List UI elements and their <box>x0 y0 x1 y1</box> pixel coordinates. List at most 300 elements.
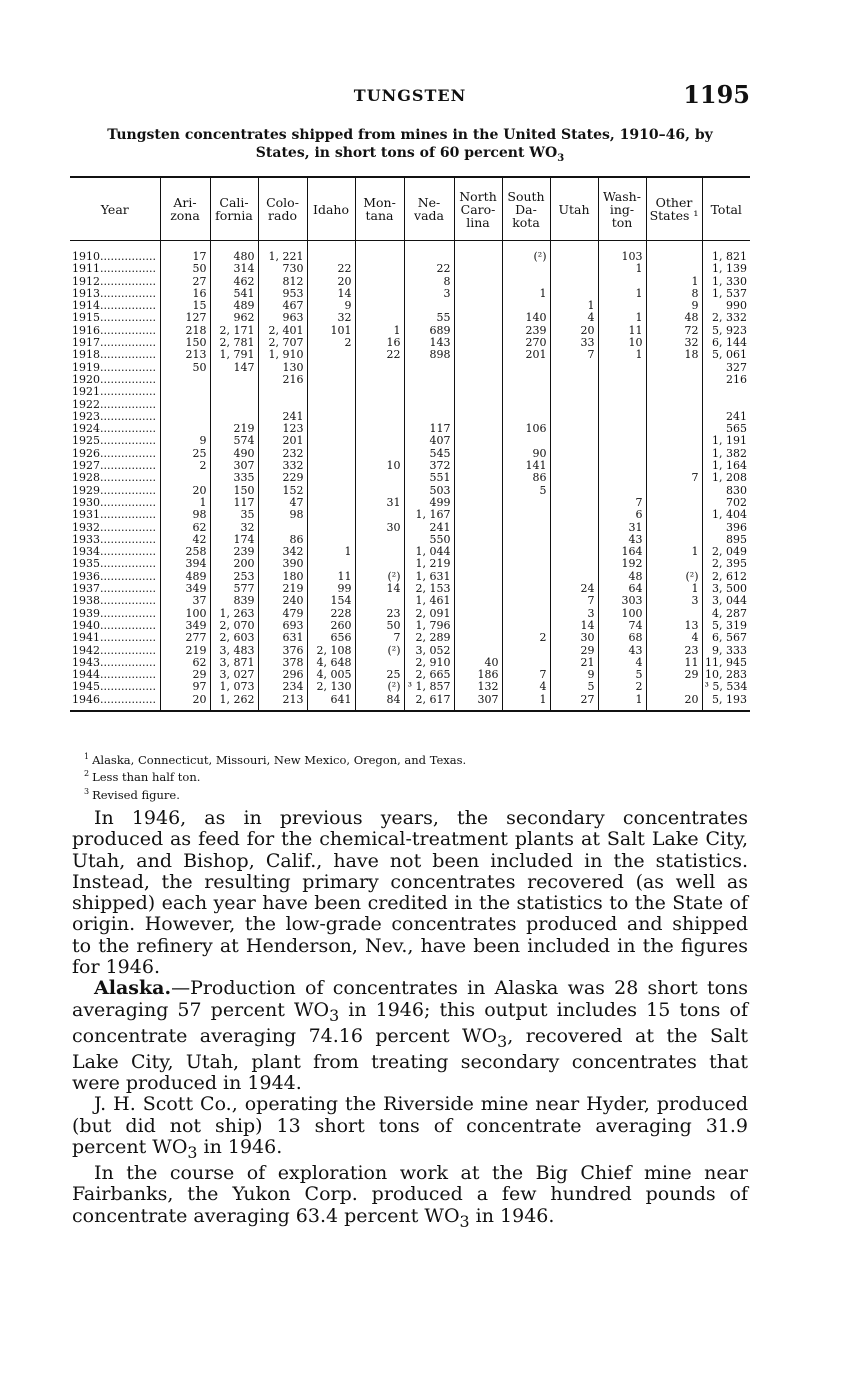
table-cell: 1, 167 <box>404 509 454 521</box>
table-row <box>70 276 750 288</box>
table-cell: 16 <box>160 288 210 300</box>
table-cell <box>454 595 502 607</box>
table-cell <box>598 411 646 423</box>
table-cell: 2, 612 <box>702 571 750 583</box>
table-cell <box>502 300 550 312</box>
shipments-table <box>70 176 750 712</box>
table-cell <box>598 374 646 386</box>
table-cell <box>454 472 502 484</box>
table-cell <box>646 497 702 509</box>
table-cell <box>454 411 502 423</box>
table-cell <box>160 399 210 411</box>
table-cell <box>307 497 355 509</box>
table-cell: 1, 219 <box>404 558 454 570</box>
table-cell: 1, 537 <box>702 288 750 300</box>
table-cell: 2 <box>307 337 355 349</box>
table-cell <box>355 435 404 447</box>
table-cell: 17 <box>160 241 210 264</box>
table-cell: 1 <box>160 497 210 509</box>
table-cell <box>550 546 598 558</box>
table-cell: 48 <box>646 312 702 324</box>
table-cell <box>598 399 646 411</box>
table-cell: 11 <box>307 571 355 583</box>
table-cell <box>502 645 550 657</box>
table-cell <box>454 632 502 644</box>
table-cell: 154 <box>307 595 355 607</box>
year-cell: 1921................ <box>72 386 156 399</box>
table-cell: 174 <box>210 534 258 546</box>
table-cell <box>502 374 550 386</box>
table-row <box>70 681 750 693</box>
table-cell <box>502 583 550 595</box>
table-cell: 3 <box>404 288 454 300</box>
table-cell <box>646 534 702 546</box>
table-cell: 130 <box>258 362 307 374</box>
table-cell: 1 <box>598 288 646 300</box>
table-cell <box>307 241 355 264</box>
table-cell: 164 <box>598 546 646 558</box>
table-cell <box>646 558 702 570</box>
table-cell: 390 <box>258 558 307 570</box>
table-cell: 6 <box>598 509 646 521</box>
table-cell: 4, 005 <box>307 669 355 681</box>
table-cell: 228 <box>307 608 355 620</box>
table-row <box>70 571 750 583</box>
table-cell: 241 <box>404 522 454 534</box>
table-cell <box>646 509 702 521</box>
table-cell <box>550 522 598 534</box>
table-cell: 574 <box>210 435 258 447</box>
page-number: 1195 <box>683 80 750 109</box>
table-cell: 50 <box>160 263 210 275</box>
table-cell <box>307 448 355 460</box>
table-cell: 3, 044 <box>702 595 750 607</box>
table-cell: 140 <box>502 312 550 324</box>
table-cell <box>454 571 502 583</box>
table-cell: 25 <box>355 669 404 681</box>
table-cell <box>454 583 502 595</box>
table-cell <box>454 263 502 275</box>
table-cell: 962 <box>210 312 258 324</box>
table-cell: 1 <box>598 694 646 711</box>
table-cell <box>702 386 750 398</box>
table-cell: 277 <box>160 632 210 644</box>
table-cell: 541 <box>210 288 258 300</box>
table-row <box>70 325 750 337</box>
table-cell: 656 <box>307 632 355 644</box>
year-cell: 1937................ <box>72 583 156 596</box>
table-cell: 303 <box>598 595 646 607</box>
table-cell: 219 <box>210 423 258 435</box>
table-cell: 25 <box>160 448 210 460</box>
table-cell: 2, 781 <box>210 337 258 349</box>
table-cell: 21 <box>550 657 598 669</box>
table-row <box>70 300 750 312</box>
table-cell: 1, 791 <box>210 349 258 361</box>
table-cell <box>454 349 502 361</box>
table-cell <box>502 435 550 447</box>
table-cell <box>646 362 702 374</box>
table-cell: 2, 603 <box>210 632 258 644</box>
table-cell: 43 <box>598 534 646 546</box>
table-cell: 20 <box>160 694 210 711</box>
table-cell <box>355 288 404 300</box>
table-cell: 730 <box>258 263 307 275</box>
table-cell: 8 <box>404 276 454 288</box>
table-row <box>70 263 750 275</box>
table-cell <box>598 435 646 447</box>
table-cell: 20 <box>160 485 210 497</box>
table-cell: 216 <box>258 374 307 386</box>
table-cell: 40 <box>454 657 502 669</box>
table-cell <box>210 374 258 386</box>
table-cell <box>404 399 454 411</box>
table-cell <box>258 399 307 411</box>
table-row <box>70 411 750 423</box>
table-cell: 693 <box>258 620 307 632</box>
table-cell <box>355 485 404 497</box>
table-cell: 5, 061 <box>702 349 750 361</box>
year-cell: 1911................ <box>72 263 156 276</box>
table-row <box>70 546 750 558</box>
table-row <box>70 497 750 509</box>
table-cell <box>454 497 502 509</box>
table-cell: 5, 193 <box>702 694 750 711</box>
table-cell: 29 <box>160 669 210 681</box>
table-cell: 3, 483 <box>210 645 258 657</box>
table-cell: 216 <box>702 374 750 386</box>
table-cell: 631 <box>258 632 307 644</box>
table-row <box>70 472 750 484</box>
table-cell <box>355 374 404 386</box>
table-cell <box>454 620 502 632</box>
table-cell: 2, 130 <box>307 681 355 693</box>
table-cell <box>550 386 598 398</box>
table-cell: 396 <box>702 522 750 534</box>
table-cell: 1, 382 <box>702 448 750 460</box>
table-cell <box>210 399 258 411</box>
table-cell: 990 <box>702 300 750 312</box>
paragraph-big-chief: In the course of exploration work at the Big Chief mine near Fairbanks, the Yukon Corp. produced a few hundred pounds of concentrate averaging 63.4 percent $WO_3$ in 1946. <box>72 1162 748 1231</box>
table-cell: 42 <box>160 534 210 546</box>
year-cell: 1935................ <box>72 558 156 571</box>
table-cell <box>502 509 550 521</box>
table-cell <box>454 485 502 497</box>
table-cell <box>502 263 550 275</box>
table-cell: 100 <box>160 608 210 620</box>
table-cell <box>550 423 598 435</box>
table-cell <box>307 558 355 570</box>
table-row <box>70 583 750 595</box>
table-cell: 489 <box>160 571 210 583</box>
table-cell: 213 <box>258 694 307 711</box>
table-cell: 349 <box>160 620 210 632</box>
table-cell: 50 <box>160 362 210 374</box>
table-cell: 29 <box>646 669 702 681</box>
table-cell <box>355 595 404 607</box>
table-cell: 479 <box>258 608 307 620</box>
table-cell <box>210 411 258 423</box>
table-cell: 1, 221 <box>258 241 307 264</box>
table-cell: 376 <box>258 645 307 657</box>
table-cell: 62 <box>160 657 210 669</box>
table-cell <box>550 497 598 509</box>
table-cell: 1 <box>502 694 550 711</box>
year-cell: 1936................ <box>72 570 156 583</box>
column-header: Colo- rado <box>258 177 307 241</box>
table-cell: 7 <box>646 472 702 484</box>
table-cell: 5, 319 <box>702 620 750 632</box>
column-header: Ne- vada <box>404 177 454 241</box>
table-row <box>70 460 750 472</box>
table-cell: 953 <box>258 288 307 300</box>
table-cell: 5, 923 <box>702 325 750 337</box>
table-title <box>70 126 750 168</box>
table-cell: 55 <box>404 312 454 324</box>
table-cell: 232 <box>258 448 307 460</box>
table-cell <box>307 534 355 546</box>
year-cell: 1922................ <box>72 398 156 411</box>
year-cell: 1927................ <box>72 460 156 473</box>
table-cell: 480 <box>210 241 258 264</box>
table-cell: 23 <box>355 608 404 620</box>
table-cell: 37 <box>160 595 210 607</box>
table-cell: 253 <box>210 571 258 583</box>
table-cell <box>307 522 355 534</box>
year-cell: 1939................ <box>72 607 156 620</box>
table-cell: 219 <box>160 645 210 657</box>
table-cell: 1 <box>598 349 646 361</box>
table-cell: 258 <box>160 546 210 558</box>
table-cell <box>355 399 404 411</box>
table-cell: 1 <box>307 546 355 558</box>
table-cell <box>160 423 210 435</box>
table-cell <box>646 263 702 275</box>
table-cell <box>646 681 702 693</box>
table-cell <box>355 448 404 460</box>
table-cell: 27 <box>550 694 598 711</box>
table-cell <box>454 276 502 288</box>
table-cell <box>404 300 454 312</box>
table-cell <box>454 312 502 324</box>
table-cell: 5 <box>550 681 598 693</box>
table-cell: 14 <box>307 288 355 300</box>
footnote-1: $^1$ Alaska, Connecticut, Missouri, New Mexico, Oregon, and Texas. <box>84 752 467 767</box>
table-cell: ³ 1, 857 <box>404 681 454 693</box>
table-cell <box>355 657 404 669</box>
table-cell <box>646 423 702 435</box>
table-cell <box>502 620 550 632</box>
table-cell: 84 <box>355 694 404 711</box>
table-cell: 314 <box>210 263 258 275</box>
table-cell: (²) <box>355 645 404 657</box>
table-cell: 1, 073 <box>210 681 258 693</box>
table-cell: 1, 263 <box>210 608 258 620</box>
table-cell <box>454 300 502 312</box>
table-cell: 201 <box>258 435 307 447</box>
table-cell <box>646 399 702 411</box>
table-cell <box>502 534 550 546</box>
table-cell: 18 <box>646 349 702 361</box>
table-cell: 218 <box>160 325 210 337</box>
table-cell: 132 <box>454 681 502 693</box>
table-cell <box>550 263 598 275</box>
table-cell <box>502 522 550 534</box>
table-cell <box>646 485 702 497</box>
table-cell <box>550 276 598 288</box>
year-cell: 1933................ <box>72 533 156 546</box>
table-cell <box>550 472 598 484</box>
table-cell <box>355 509 404 521</box>
table-cell: 489 <box>210 300 258 312</box>
table-cell: 378 <box>258 657 307 669</box>
table-row <box>70 288 750 300</box>
table-cell <box>502 362 550 374</box>
table-cell: 1, 139 <box>702 263 750 275</box>
table-cell: 1, 461 <box>404 595 454 607</box>
table-cell: 192 <box>598 558 646 570</box>
table-cell <box>502 608 550 620</box>
table-cell: 20 <box>646 694 702 711</box>
table-cell <box>454 288 502 300</box>
table-cell <box>307 374 355 386</box>
table-cell <box>646 411 702 423</box>
table-cell <box>502 399 550 411</box>
table-cell <box>454 399 502 411</box>
table-row <box>70 608 750 620</box>
page-header <box>70 80 750 114</box>
table-cell <box>404 374 454 386</box>
table-cell: 2, 049 <box>702 546 750 558</box>
table-cell <box>502 546 550 558</box>
table-cell <box>160 386 210 398</box>
table-cell: (²) <box>646 571 702 583</box>
table-row <box>70 312 750 324</box>
year-cell: 1940................ <box>72 619 156 632</box>
table-cell: 1, 631 <box>404 571 454 583</box>
table-cell: 2 <box>598 681 646 693</box>
table-cell: 150 <box>160 337 210 349</box>
table-cell: 1 <box>598 312 646 324</box>
table-cell: 499 <box>404 497 454 509</box>
table-cell: 150 <box>210 485 258 497</box>
year-cell: 1944................ <box>72 669 156 682</box>
table-cell: 545 <box>404 448 454 460</box>
table-cell <box>258 386 307 398</box>
table-cell: 31 <box>355 497 404 509</box>
table-cell <box>307 386 355 398</box>
table-cell: 1, 164 <box>702 460 750 472</box>
table-cell: 20 <box>307 276 355 288</box>
table-cell: 3, 871 <box>210 657 258 669</box>
column-header: South Da- kota <box>502 177 550 241</box>
table-cell: 22 <box>404 263 454 275</box>
paragraph-1: In 1946, as in previous years, the secondary concentrates produced as feed for the chemical-treatment plants at Salt Lake City, Utah, and Bishop, Calif., have not been included in the statistics. Instead, the resulting primary concentrates recovered (as well as shipped) each year have been credited in the statistics to the State of origin. However, the low-grade concentrates produced and shipped to the refinery at Henderson, Nev., have been included in the figures for 1946. <box>72 807 748 979</box>
year-cell: 1920................ <box>72 373 156 386</box>
table-cell: 1 <box>646 546 702 558</box>
table-cell: 1, 191 <box>702 435 750 447</box>
table-cell <box>160 374 210 386</box>
table-cell <box>355 386 404 398</box>
table-cell: 27 <box>160 276 210 288</box>
table-cell: 1, 404 <box>702 509 750 521</box>
table-cell: 407 <box>404 435 454 447</box>
table-cell <box>502 411 550 423</box>
running-head: TUNGSTEN <box>353 86 467 105</box>
table-cell <box>307 423 355 435</box>
table-cell: 467 <box>258 300 307 312</box>
table-cell <box>646 460 702 472</box>
table-cell: 14 <box>550 620 598 632</box>
table-cell: 3, 027 <box>210 669 258 681</box>
table-cell <box>454 386 502 398</box>
table-cell: 2, 707 <box>258 337 307 349</box>
table-row <box>70 632 750 644</box>
column-header: Idaho <box>307 177 355 241</box>
year-cell: 1929................ <box>72 484 156 497</box>
table-cell <box>454 337 502 349</box>
table-row <box>70 694 750 711</box>
table-cell <box>307 460 355 472</box>
table-cell: 240 <box>258 595 307 607</box>
table-cell: 4 <box>502 681 550 693</box>
table-row <box>70 448 750 460</box>
paragraph-alaska: Alaska.—Production of concentrates in Alaska was 28 short tons averaging 57 percent $WO_3$ in 1946; this output includes 15 tons of concentrate averaging 74.16 percent $WO_3$, recovered at the Salt Lake City, Utah, plant from treating secondary concentrates that were produced in 1944. <box>72 977 748 1095</box>
table-cell: 11 <box>598 325 646 337</box>
table-cell <box>550 485 598 497</box>
table-row <box>70 435 750 447</box>
year-cell: 1928................ <box>72 472 156 485</box>
table-row <box>70 657 750 669</box>
year-cell: 1912................ <box>72 275 156 288</box>
table-cell <box>550 460 598 472</box>
table-cell: 1 <box>550 300 598 312</box>
table-cell: 90 <box>502 448 550 460</box>
table-cell <box>355 411 404 423</box>
table-cell <box>598 276 646 288</box>
table-cell <box>646 386 702 398</box>
table-cell: 2, 665 <box>404 669 454 681</box>
table-title-line-2: States, in short tons of 60 percent $WO_3$ <box>255 145 565 164</box>
table-cell <box>454 374 502 386</box>
table-cell: 127 <box>160 312 210 324</box>
footnote-2: $^2$ Less than half ton. <box>84 769 201 785</box>
table-cell: 963 <box>258 312 307 324</box>
table-cell: 72 <box>646 325 702 337</box>
column-header: Utah <box>550 177 598 241</box>
table-cell: 3 <box>646 595 702 607</box>
table-row <box>70 595 750 607</box>
table-cell: 20 <box>550 325 598 337</box>
table-cell: 11 <box>646 657 702 669</box>
table-row <box>70 522 750 534</box>
table-cell: 99 <box>307 583 355 595</box>
alaska-heading: Alaska. <box>94 977 172 1000</box>
table-cell: 1, 208 <box>702 472 750 484</box>
table-cell <box>646 522 702 534</box>
table-cell: 3, 052 <box>404 645 454 657</box>
table-row <box>70 386 750 398</box>
year-cell: 1918................ <box>72 349 156 362</box>
table-cell: 30 <box>355 522 404 534</box>
table-cell <box>702 399 750 411</box>
table-cell <box>454 241 502 264</box>
column-header: Cali- fornia <box>210 177 258 241</box>
table-row <box>70 669 750 681</box>
table-cell: 6, 144 <box>702 337 750 349</box>
year-cell: 1923................ <box>72 410 156 423</box>
table-cell <box>307 472 355 484</box>
